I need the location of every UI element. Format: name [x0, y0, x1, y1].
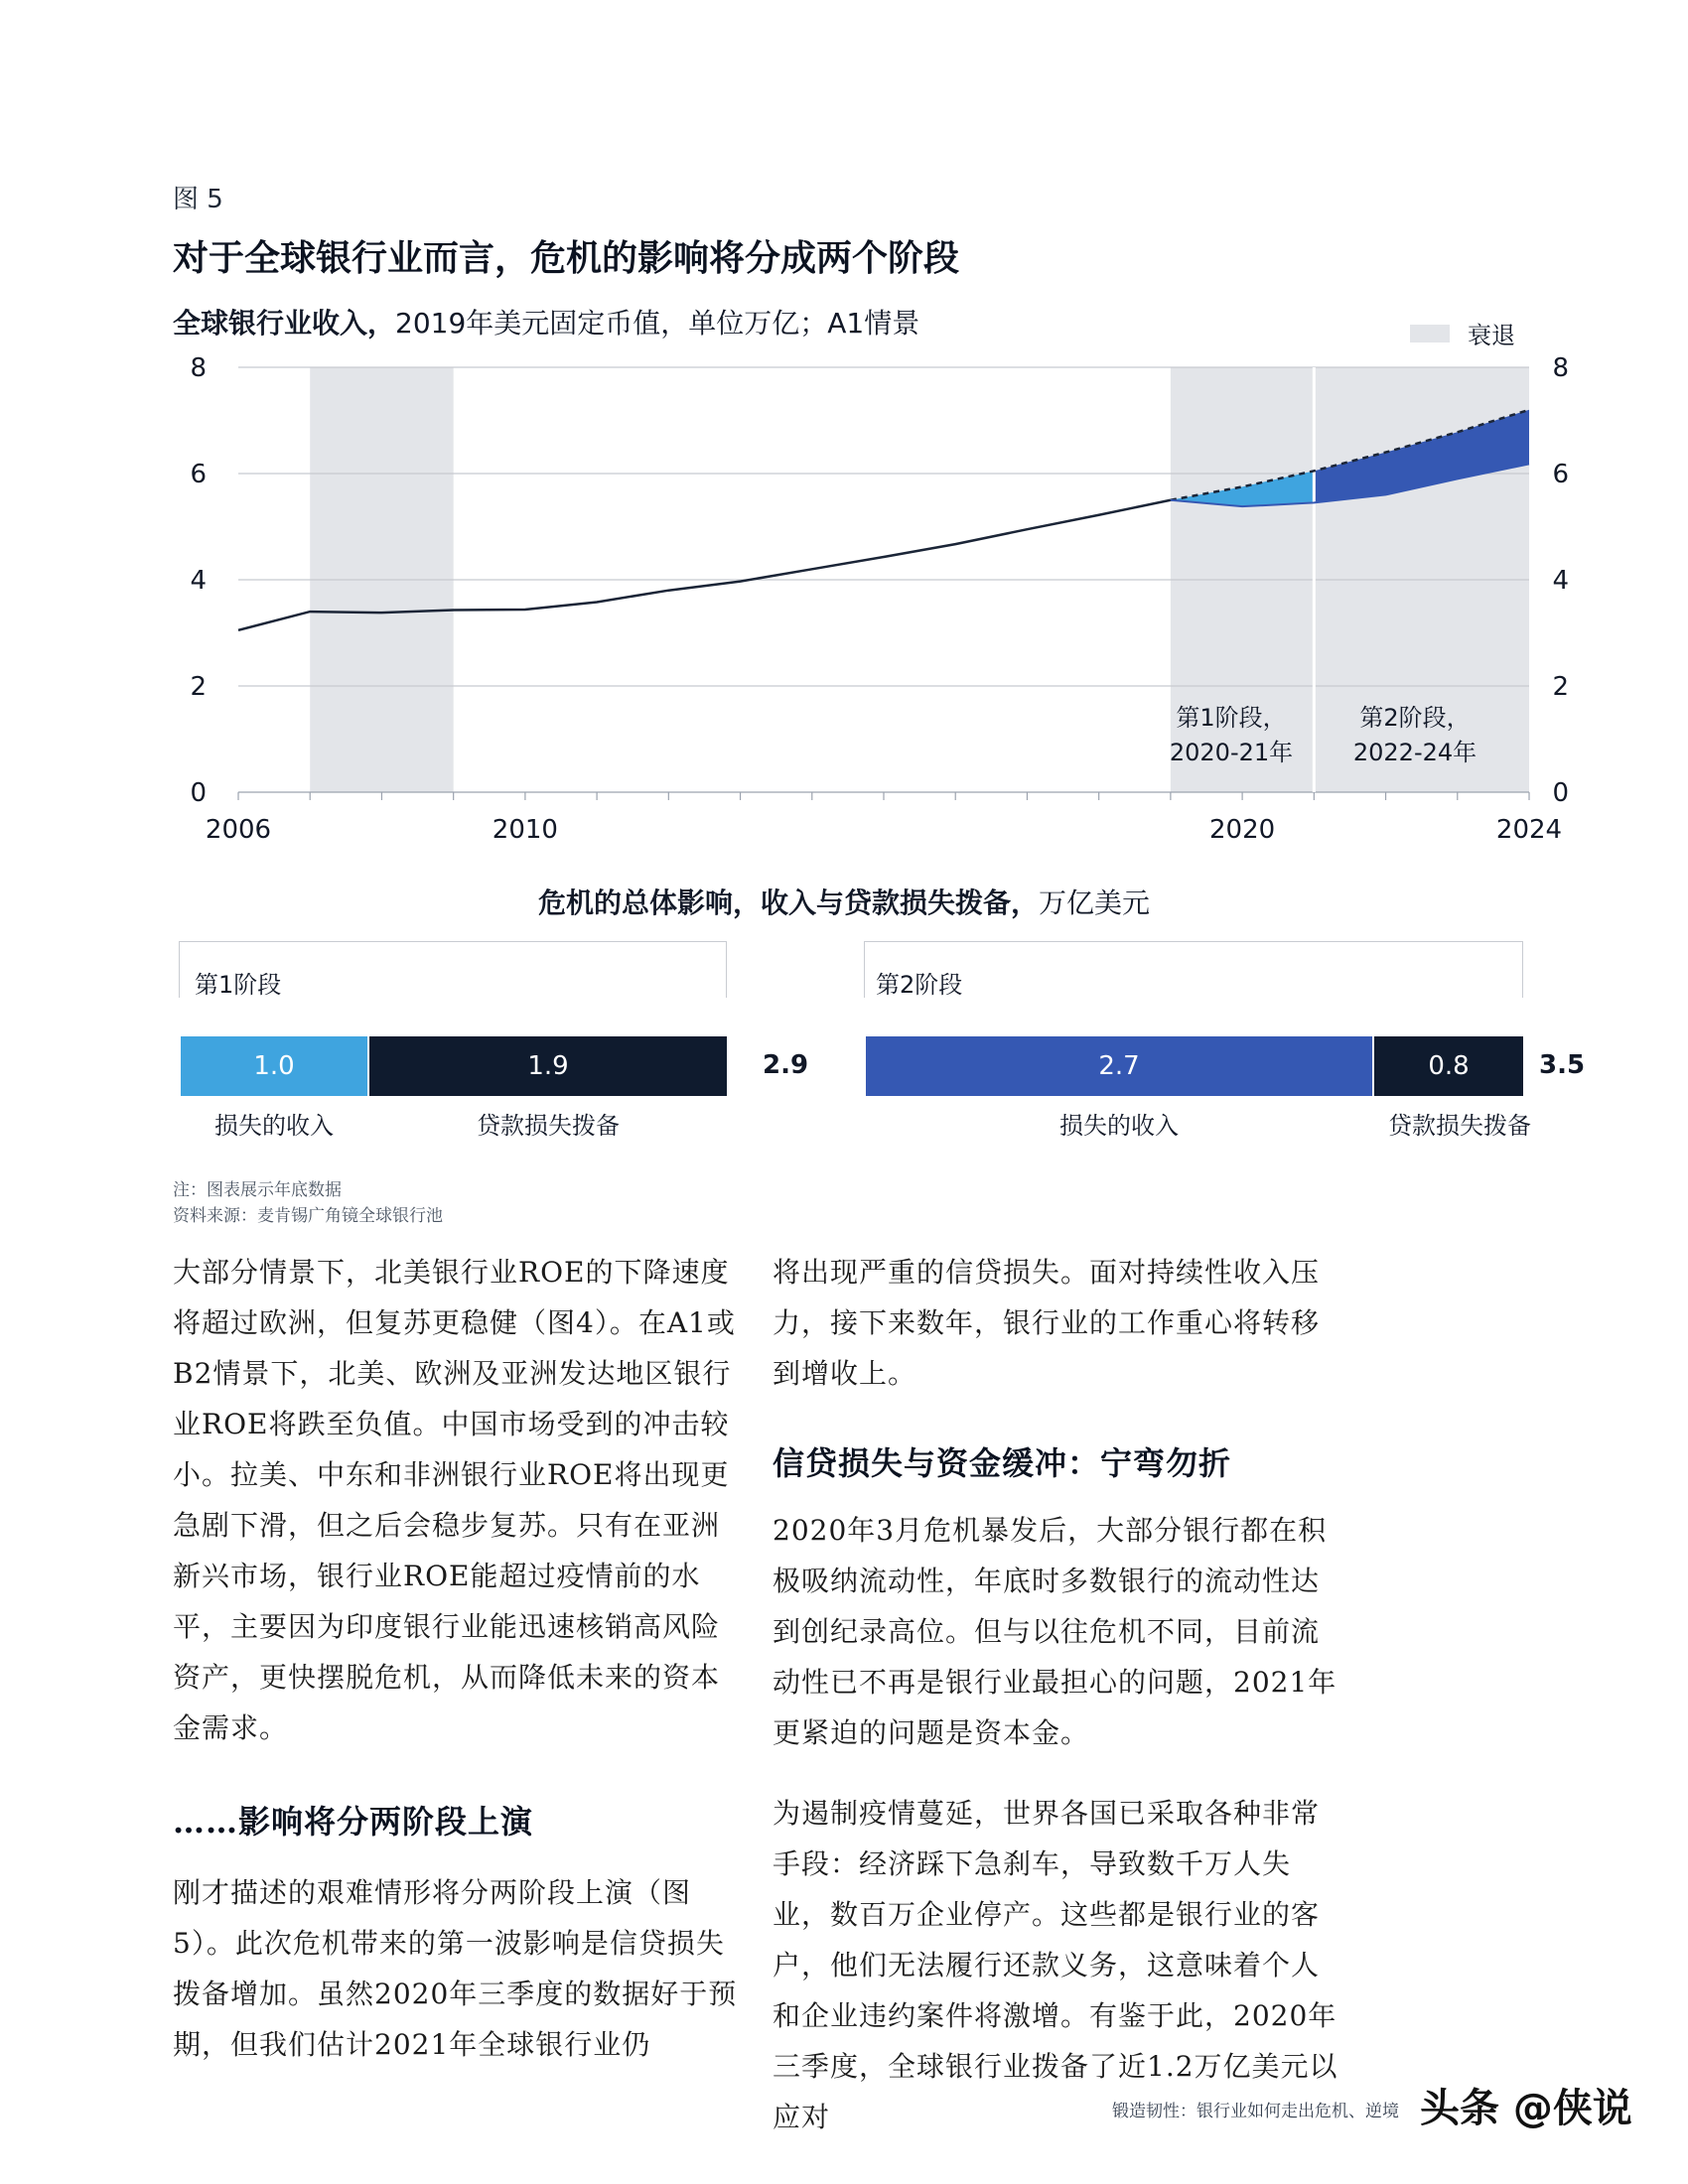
- figure-label: 图 5: [173, 185, 223, 214]
- stage2-lost-revenue-bar: 2.7: [866, 1036, 1372, 1096]
- x-tick-2006: 2006: [205, 815, 272, 845]
- stage1-provision-bar: 1.9: [369, 1036, 727, 1096]
- figure-notes: [173, 1177, 443, 1229]
- figure-title: 对于全球银行业而言，危机的影响将分成两个阶段: [173, 237, 960, 279]
- phase1-label-line2: 2020-21年: [1169, 739, 1294, 766]
- stage2-total: 3.5: [1539, 1050, 1586, 1080]
- stage1-lost-revenue-label: 损失的收入: [214, 1112, 334, 1140]
- y-tick-right-8: 8: [1552, 353, 1569, 383]
- figure-source: 资料来源：麦肯锡广角镜全球银行池: [173, 1206, 443, 1226]
- y-tick-left-4: 4: [190, 566, 207, 596]
- impact-title-bold: 危机的总体影响，收入与贷款损失拨备，: [537, 887, 1039, 919]
- right-paragraph-3: 为遏制疫情蔓延，世界各国已采取各种非常手段：经济踩下急刹车，导致数千万人失业，数百万企业停产。这些都是银行业的客户，他们无法履行还款义务，这意味着个人和企业违约案件将激增。有鉴于此，2020年三季度，全球银行业拨备了近1.2万亿美元以应对: [773, 1797, 1338, 2133]
- stage1-lost-revenue-bar: 1.0: [181, 1036, 367, 1096]
- phase1-label-line1: 第1阶段，: [1176, 704, 1287, 732]
- stage2-box: [864, 941, 1523, 998]
- stage2-label: 第2阶段: [876, 971, 963, 999]
- subtitle-rest: 2019年美元固定币值，单位万亿；A1情景: [395, 307, 920, 340]
- left-paragraph-2: 刚才描述的艰难情形将分两阶段上演（图5）。此次危机带来的第一波影响是信贷损失拨备增加。虽然2020年三季度的数据好于预期，但我们估计2021年全球银行业仍: [173, 1876, 738, 2061]
- subtitle-bold: 全球银行业收入，: [173, 307, 396, 340]
- impact-title-rest: 万亿美元: [1039, 887, 1151, 919]
- stage1-label: 第1阶段: [195, 971, 282, 999]
- x-tick-2024: 2024: [1495, 815, 1563, 845]
- right-heading: 信贷损失与资金缓冲：宁弯勿折: [773, 1444, 1232, 1482]
- x-tick-2020: 2020: [1209, 815, 1276, 845]
- stage2-provision-bar: 0.8: [1374, 1036, 1523, 1096]
- stage2-lost-revenue-label: 损失的收入: [1059, 1112, 1179, 1140]
- y-tick-right-6: 6: [1552, 460, 1569, 489]
- stage1-provision-label: 贷款损失拨备: [477, 1112, 620, 1140]
- right-paragraph-1: 将出现严重的信贷损失。面对持续性收入压力，接下来数年，银行业的工作重心将转移到增收上。: [773, 1256, 1321, 1390]
- body-left-column: [173, 1247, 747, 2070]
- left-heading: ……影响将分两阶段上演: [173, 1803, 534, 1841]
- y-tick-left-8: 8: [190, 353, 207, 383]
- y-tick-right-4: 4: [1552, 566, 1569, 596]
- y-tick-left-6: 6: [190, 460, 207, 489]
- body-right-column: [773, 1247, 1346, 2142]
- phase2-label-line1: 第2阶段，: [1359, 704, 1471, 732]
- y-tick-left-0: 0: [190, 778, 207, 808]
- stage2-provision-label: 贷款损失拨备: [1388, 1112, 1531, 1140]
- phase2-label-line2: 2022-24年: [1352, 739, 1477, 766]
- legend-label-recession: 衰退: [1468, 322, 1515, 349]
- revenue-line-chart: [0, 0, 1688, 893]
- y-tick-right-2: 2: [1552, 672, 1569, 702]
- y-tick-right-0: 0: [1552, 778, 1569, 808]
- watermark: 头条 @侠说: [1420, 2086, 1632, 2131]
- footer-report-title: 锻造韧性：银行业如何走出危机、逆境: [1112, 2102, 1399, 2121]
- stage1-total: 2.9: [763, 1050, 809, 1080]
- figure-note: 注：图表展示年底数据: [173, 1180, 342, 1200]
- x-tick-2010: 2010: [492, 815, 558, 845]
- impact-title: [0, 882, 1688, 921]
- right-paragraph-2: 2020年3月危机暴发后，大部分银行都在积极吸纳流动性，年底时多数银行的流动性达到创纪录高位。但与以往危机不同，目前流动性已不再是银行业最担心的问题，2021年更紧迫的问题是资本金。: [773, 1514, 1337, 1749]
- left-paragraph-1: 大部分情景下，北美银行业ROE的下降速度将超过欧洲，但复苏更稳健（图4）。在A1或B2情景下，北美、欧洲及亚洲发达地区银行业ROE将跌至负值。中国市场受到的冲击较小。拉美、中东和非洲银行业ROE将出现更急剧下滑，但之后会稳步复苏。只有在亚洲新兴市场，银行业ROE能超过疫情前的水平，主要因为印度银行业能迅速核销高风险资产，更快摆脱危机，从而降低未来的资本金需求。: [173, 1256, 736, 1744]
- y-tick-left-2: 2: [190, 672, 207, 702]
